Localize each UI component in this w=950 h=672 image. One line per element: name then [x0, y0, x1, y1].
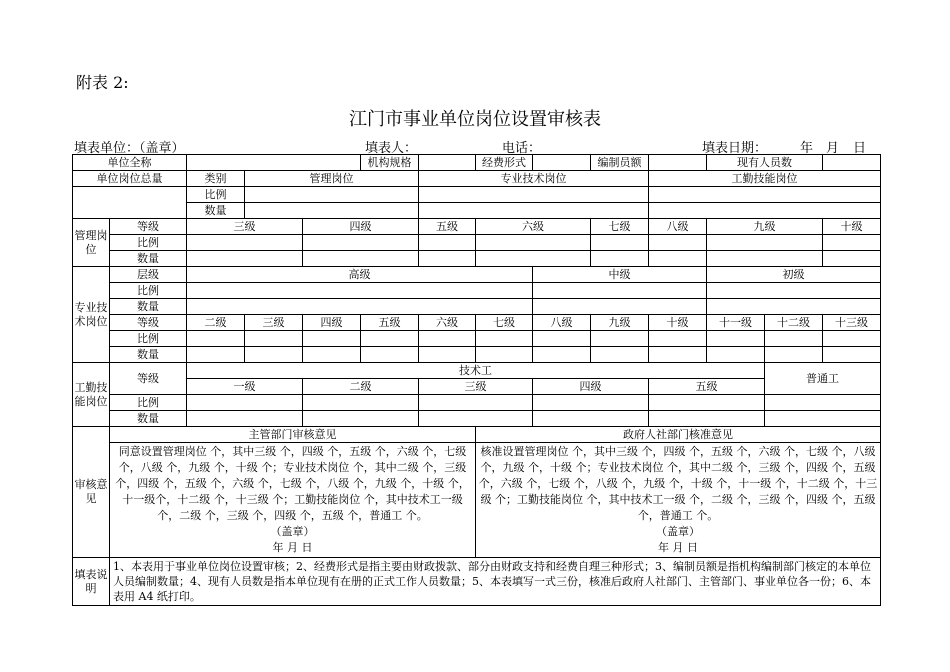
tech-tier-ratio-cell[interactable] — [707, 283, 881, 299]
mgmt-ratio-cell[interactable] — [649, 235, 707, 251]
skill-level-5: 五级 — [649, 379, 765, 395]
mgmt-count-cell[interactable] — [303, 251, 419, 267]
tech-ratio-cell[interactable] — [765, 331, 823, 347]
review-right-date: 年 月 日 — [658, 541, 699, 554]
tech-level-6: 六级 — [419, 315, 476, 331]
mgmt-ratio-cell[interactable] — [303, 235, 419, 251]
total-ratio-label: 比例 — [187, 187, 245, 203]
tech-ratio-cell[interactable] — [245, 331, 303, 347]
tech-ratio-label: 比例 — [110, 331, 187, 347]
tech-section-label: 专业技术岗位 — [73, 267, 110, 363]
tech-level-9: 九级 — [591, 315, 649, 331]
mgmt-grade-label: 等级 — [110, 219, 187, 235]
tech-level-13: 十三级 — [823, 315, 881, 331]
review-right-header: 政府人社部门核准意见 — [476, 427, 881, 443]
skill-ratio-cell[interactable] — [533, 395, 649, 411]
mgmt-level-9: 九级 — [707, 219, 823, 235]
tech-tier-ratio-cell[interactable] — [187, 283, 533, 299]
skill-count-cell[interactable] — [303, 411, 419, 427]
mgmt-level-6: 六级 — [476, 219, 591, 235]
total-tech-header: 专业技术岗位 — [419, 171, 649, 187]
skill-section-label: 工勤技能岗位 — [73, 363, 110, 427]
tech-count-cell[interactable] — [361, 347, 419, 363]
annex-label: 附表 2: — [76, 73, 129, 92]
skill-ratio-cell[interactable] — [187, 395, 303, 411]
tech-ratio-cell[interactable] — [419, 331, 476, 347]
mgmt-ratio-cell[interactable] — [591, 235, 649, 251]
skill-ratio-cell[interactable] — [649, 395, 765, 411]
review-right-opinion[interactable] — [476, 443, 881, 558]
tech-tier-count-cell[interactable] — [187, 299, 533, 315]
tech-ratio-cell[interactable] — [649, 331, 707, 347]
review-left-opinion[interactable] — [110, 443, 476, 558]
fill-unit-label: 填表单位：（盖章） — [74, 141, 185, 156]
tech-level-12: 十二级 — [765, 315, 823, 331]
unit-full-name-value[interactable] — [187, 155, 361, 171]
skill-count-cell[interactable] — [649, 411, 765, 427]
review-left-date: 年 月 日 — [272, 541, 313, 554]
skill-level-2: 二级 — [303, 379, 419, 395]
tech-level-2: 二级 — [187, 315, 245, 331]
page-title: 江门市事业单位岗位设置审核表 — [349, 109, 601, 130]
tech-tier-count-cell[interactable] — [707, 299, 881, 315]
tech-count-cell[interactable] — [649, 347, 707, 363]
tech-count-cell[interactable] — [823, 347, 881, 363]
tech-level-10: 十级 — [649, 315, 707, 331]
mgmt-count-label: 数量 — [110, 251, 187, 267]
total-mgmt-header: 管理岗位 — [245, 171, 419, 187]
notes-text: 1、本表用于事业单位岗位设置审核；2、经费形式是指主要由财政拨款、部分由财政支持和经费自理三种形式；3、编制员额是指机构编制部门核定的本单位人员编制数量；4、现有人员数是指本单位现有在册的正式工作人员数量；5、本表填写一式三份，核准后政府人社部门、主管部门、事业单位各一份；6、本表用 A4 纸打印。 — [110, 558, 881, 606]
total-tech-ratio[interactable] — [419, 187, 649, 203]
review-section-label: 审核意见 — [73, 427, 110, 558]
mgmt-count-cell[interactable] — [187, 251, 303, 267]
skill-count-cell[interactable] — [533, 411, 649, 427]
tech-count-cell[interactable] — [476, 347, 533, 363]
total-skill-count[interactable] — [649, 203, 881, 219]
skill-general-header: 普通工 — [765, 363, 881, 395]
skill-level-1: 一级 — [187, 379, 303, 395]
tech-tier-count-cell[interactable] — [533, 299, 707, 315]
skill-count-cell[interactable] — [187, 411, 303, 427]
review-right-text: 核准设置管理岗位 个，其中三级 个，四级 个，五级 个，六级 个，七级 个，八级 个，九级 个，十级 个；专业技术岗位 个，其中二级 个，三级 个，四级 个，五级 个，六级 个，七级 个，八级 个，九级 个，十级 个，十一级 个，十二级 个，十三级 个；工勤技能岗位 个，其中技术工一级 个，二级 个，三级 个，四级 个，五级 个，普通工 个。 — [478, 445, 878, 522]
tech-grade-label: 等级 — [110, 315, 187, 331]
org-level-label: 机构规格 — [361, 155, 419, 171]
total-tech-count[interactable] — [419, 203, 649, 219]
tech-level-4: 四级 — [303, 315, 361, 331]
staff-quota-value[interactable] — [649, 155, 707, 171]
fill-phone-label: 电话： — [502, 141, 542, 156]
fill-date-day: 日 — [853, 141, 867, 156]
mgmt-ratio-cell[interactable] — [823, 235, 881, 251]
mgmt-count-cell[interactable] — [476, 251, 591, 267]
mgmt-count-cell[interactable] — [823, 251, 881, 267]
fill-person-label: 填表人： — [365, 141, 418, 156]
mgmt-ratio-cell[interactable] — [187, 235, 303, 251]
tech-ratio-cell[interactable] — [533, 331, 591, 347]
mgmt-ratio-cell[interactable] — [707, 235, 823, 251]
tech-ratio-cell[interactable] — [476, 331, 533, 347]
total-skill-header: 工勤技能岗位 — [649, 171, 881, 187]
tech-count-label: 数量 — [110, 347, 187, 363]
mgmt-ratio-label: 比例 — [110, 235, 187, 251]
tech-tier-mid: 中级 — [533, 267, 707, 283]
total-count-label: 数量 — [187, 203, 245, 219]
tech-ratio-cell[interactable] — [303, 331, 361, 347]
skill-ratio-cell[interactable] — [765, 395, 881, 411]
review-left-seal: （盖章） — [270, 525, 315, 538]
review-form-table — [72, 154, 881, 606]
current-staff-value[interactable] — [823, 155, 881, 171]
tech-count-cell[interactable] — [533, 347, 591, 363]
mgmt-count-cell[interactable] — [649, 251, 707, 267]
tech-ratio-cell[interactable] — [823, 331, 881, 347]
review-left-header: 主管部门审核意见 — [110, 427, 476, 443]
unit-info-row — [73, 155, 881, 171]
mgmt-level-8: 八级 — [649, 219, 707, 235]
skill-ratio-label: 比例 — [110, 395, 187, 411]
unit-full-name-label: 单位全称 — [73, 155, 187, 171]
mgmt-count-cell[interactable] — [419, 251, 476, 267]
tech-count-cell[interactable] — [591, 347, 649, 363]
mgmt-section-label: 管理岗位 — [73, 219, 110, 267]
skill-ratio-cell[interactable] — [303, 395, 419, 411]
skill-count-cell[interactable] — [419, 411, 533, 427]
tech-count-cell[interactable] — [303, 347, 361, 363]
tech-tier-label: 层级 — [110, 267, 187, 283]
tech-ratio-cell[interactable] — [361, 331, 419, 347]
tech-level-5: 五级 — [361, 315, 419, 331]
skill-level-4: 四级 — [533, 379, 649, 395]
mgmt-level-4: 四级 — [303, 219, 419, 235]
fill-date-label: 填表日期： — [702, 141, 768, 156]
mgmt-level-7: 七级 — [591, 219, 649, 235]
mgmt-ratio-cell[interactable] — [476, 235, 591, 251]
tech-level-7: 七级 — [476, 315, 533, 331]
skill-grade-label: 等级 — [110, 363, 187, 395]
skill-count-cell[interactable] — [765, 411, 881, 427]
skill-tech-worker-header: 技术工 — [187, 363, 765, 379]
total-mgmt-ratio[interactable] — [245, 187, 419, 203]
tech-ratio-cell[interactable] — [591, 331, 649, 347]
tech-level-3: 三级 — [245, 315, 303, 331]
review-right-seal: （盖章） — [656, 525, 701, 538]
fund-type-value[interactable] — [533, 155, 591, 171]
notes-label: 填表说明 — [73, 558, 110, 606]
mgmt-ratio-cell[interactable] — [419, 235, 476, 251]
fund-type-label: 经费形式 — [476, 155, 533, 171]
tech-tier-count-label: 数量 — [110, 299, 187, 315]
total-mgmt-count[interactable] — [245, 203, 419, 219]
fill-date-month: 月 — [826, 141, 840, 156]
tech-ratio-cell[interactable] — [707, 331, 765, 347]
skill-ratio-cell[interactable] — [419, 395, 533, 411]
total-category-label: 类别 — [187, 171, 245, 187]
tech-count-cell[interactable] — [707, 347, 765, 363]
mgmt-count-cell[interactable] — [591, 251, 649, 267]
tech-count-cell[interactable] — [765, 347, 823, 363]
staff-quota-label: 编制员额 — [591, 155, 649, 171]
review-left-text: 同意设置管理岗位 个，其中三级 个，四级 个，五级 个，六级 个，七级 个，八级 个，九级 个，十级 个；专业技术岗位 个，其中二级 个，三级 个，四级 个，五级 个，六级 个，七级 个，八级 个，九级 个，十级 个，十一级个，十二级 个，十三级 个；工勤技能岗位 个，其中技术工一级 个，二级 个，三级 个，四级 个，五级 个，普通工 个。 — [115, 445, 470, 522]
skill-count-label: 数量 — [110, 411, 187, 427]
tech-tier-ratio-cell[interactable] — [533, 283, 707, 299]
unit-total-label: 单位岗位总量 — [73, 171, 187, 187]
tech-tier-junior: 初级 — [707, 267, 881, 283]
mgmt-level-5: 五级 — [419, 219, 476, 235]
org-level-value[interactable] — [419, 155, 476, 171]
skill-level-3: 三级 — [419, 379, 533, 395]
total-skill-ratio[interactable] — [649, 187, 881, 203]
mgmt-count-cell[interactable] — [707, 251, 823, 267]
fill-date-year: 年 — [800, 141, 814, 156]
mgmt-level-3: 三级 — [187, 219, 303, 235]
tech-count-cell[interactable] — [245, 347, 303, 363]
tech-tier-ratio-label: 比例 — [110, 283, 187, 299]
mgmt-level-10: 十级 — [823, 219, 881, 235]
tech-tier-high: 高级 — [187, 267, 533, 283]
tech-level-11: 十一级 — [707, 315, 765, 331]
tech-ratio-cell[interactable] — [187, 331, 245, 347]
tech-count-cell[interactable] — [187, 347, 245, 363]
unit-total-blank — [73, 187, 187, 219]
current-staff-label: 现有人员数 — [707, 155, 823, 171]
tech-level-8: 八级 — [533, 315, 591, 331]
tech-count-cell[interactable] — [419, 347, 476, 363]
